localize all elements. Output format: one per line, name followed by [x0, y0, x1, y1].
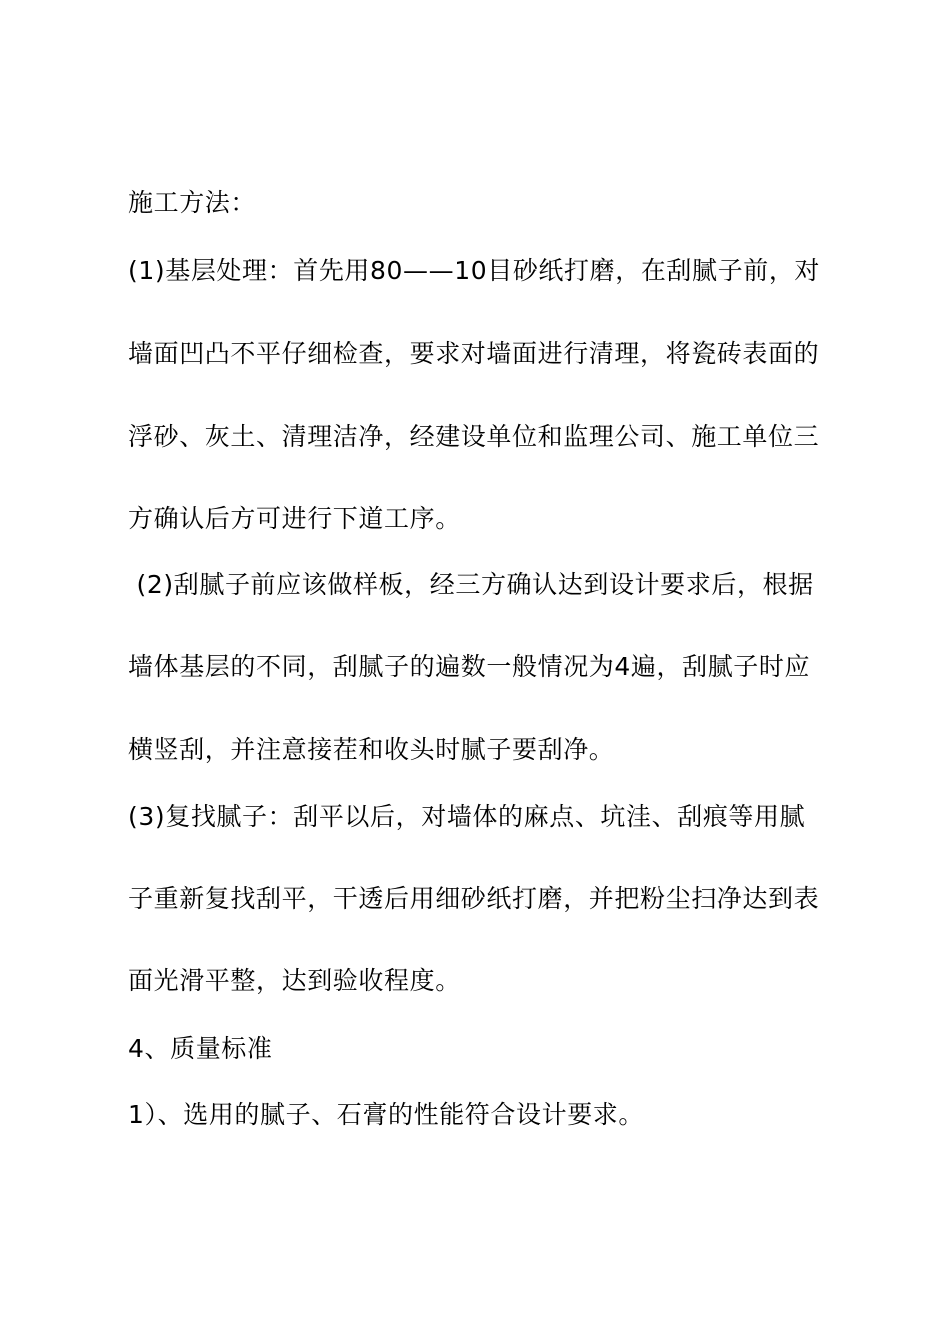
- paragraph-1-line-1: (1)基层处理：首先用80——10目砂纸打磨，在刮腻子前，对: [128, 256, 821, 285]
- quality-item-1: 1）、选用的腻子、石膏的性能符合设计要求。: [128, 1100, 645, 1129]
- paragraph-1-line-3: 浮砂、灰土、清理洁净，经建设单位和监理公司、施工单位三: [128, 422, 820, 451]
- paragraph-1-line-4: 方确认后方可进行下道工序。: [128, 504, 461, 533]
- paragraph-3-line-2: 子重新复找刮平，干透后用细砂纸打磨，并把粉尘扫净达到表: [128, 884, 820, 913]
- paragraph-3-line-1: (3)复找腻子：刮平以后，对墙体的麻点、坑洼、刮痕等用腻: [128, 802, 806, 831]
- paragraph-1-line-2: 墙面凹凸不平仔细检查，要求对墙面进行清理，将瓷砖表面的: [128, 339, 820, 368]
- paragraph-2-line-3: 横竖刮，并注意接茬和收头时腻子要刮净。: [128, 735, 615, 764]
- paragraph-2-line-1: (2)刮腻子前应该做样板，经三方确认达到设计要求后，根据: [128, 570, 814, 599]
- paragraph-2-line-2: 墙体基层的不同，刮腻子的遍数一般情况为4遍，刮腻子时应: [128, 652, 811, 681]
- section-heading-construction-method: 施工方法：: [128, 188, 257, 217]
- paragraph-3-line-3: 面光滑平整，达到验收程度。: [128, 966, 461, 995]
- section-heading-quality-standard: 4、质量标准: [128, 1034, 273, 1063]
